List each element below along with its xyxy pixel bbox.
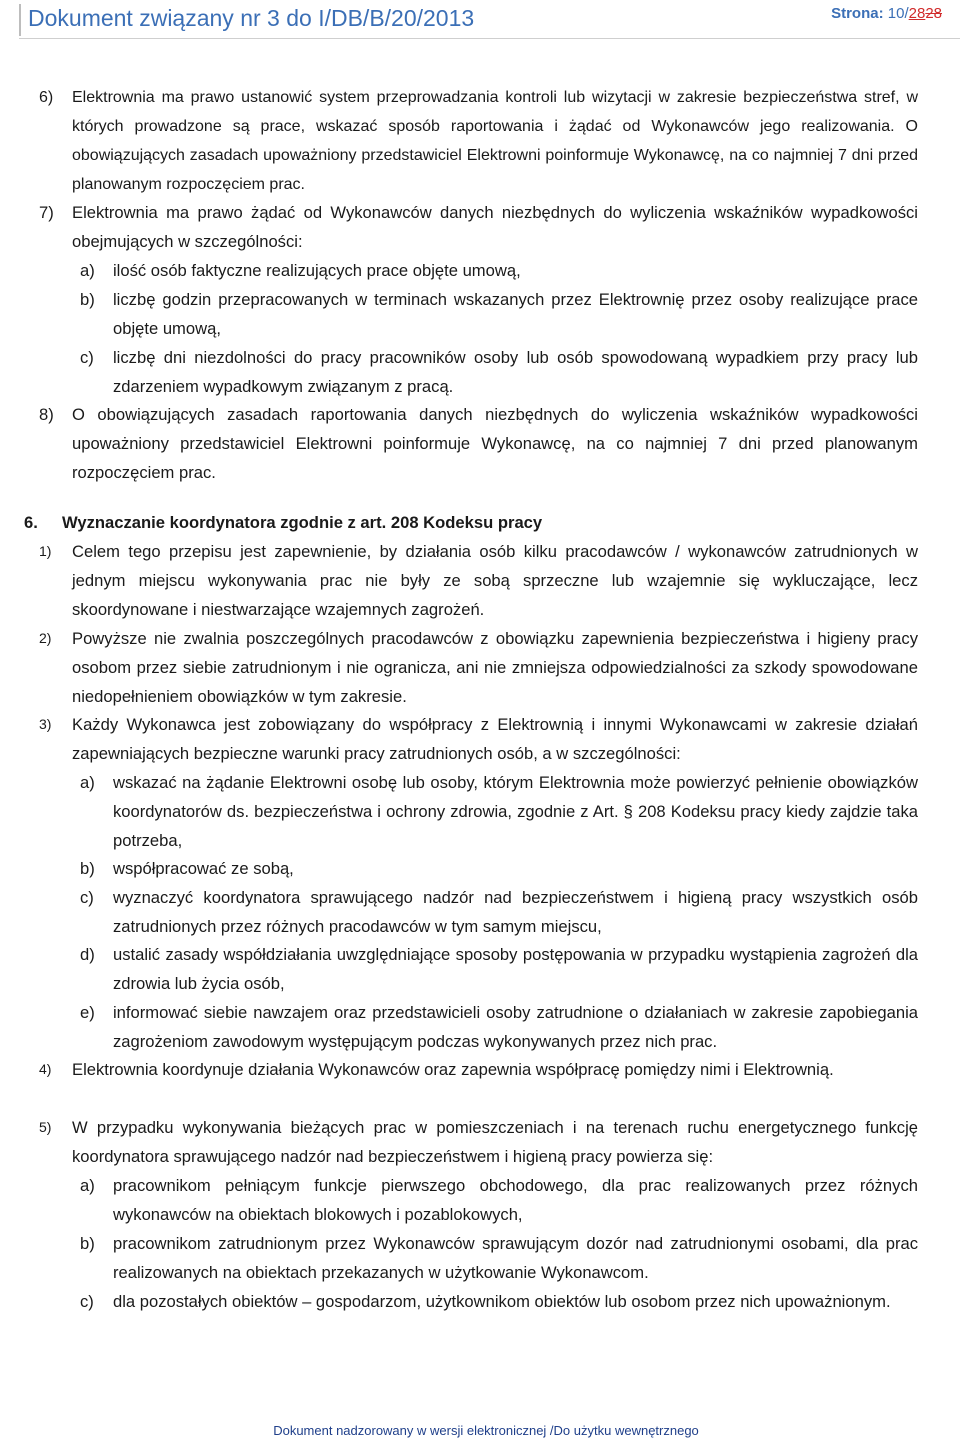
page-label: Strona: <box>831 5 884 22</box>
document-title: Dokument związany nr 3 do I/DB/B/20/2013 <box>28 5 475 31</box>
section-item-2 <box>39 624 918 711</box>
sub-item-text: współpracować ze sobą, <box>113 859 294 878</box>
sub-item-letter: c) <box>80 348 94 367</box>
section-title: Wyznaczanie koordynatora zgodnie z art. 208 Kodeksu pracy <box>62 513 543 532</box>
sub-item-7b <box>80 285 918 343</box>
list-item-text: Powyższe nie zwalnia poszczególnych pracodawców z obowiązku zapewnienia bezpieczeństwa i higieny pracy osobom przez siebie zatrudnionym i nie ogranicza, ani nie zmniejsza odpowiedzialności za szkody spowodowane niedopełnieniem obowiązków w tym zakresie. <box>72 629 918 706</box>
sub-item-text: pracownikom zatrudnionym przez Wykonawców sprawującym dozór nad zatrudnionymi osobami, dla prac realizowanych na obiektach przekazanych w użytkowanie Wykonawcom. <box>113 1234 918 1282</box>
sub-item-5c <box>80 1287 918 1316</box>
sub-item-letter: e) <box>80 1003 95 1022</box>
list-item-text: W przypadku wykonywania bieżących prac w pomieszczeniach i na terenach ruchu energetycznego funkcję koordynatora sprawującego nadzór nad bezpieczeństwem i higieną pracy powierza się: <box>72 1118 918 1166</box>
sub-item-letter: a) <box>80 261 95 280</box>
sub-item-3e <box>80 998 918 1056</box>
list-item-number: 2) <box>39 630 52 646</box>
list-item-text: Elektrownia koordynuje działania Wykonawców oraz zapewnia współpracę pomiędzy nimi i Elektrownią. <box>72 1060 834 1079</box>
page-header <box>0 0 960 40</box>
list-item-text: Elektrownia ma prawo żądać od Wykonawców danych niezbędnych do wyliczenia wskaźników wypadkowości obejmujących w szczególności: <box>72 203 918 251</box>
sub-item-text: informować siebie nawzajem oraz przedstawicieli osoby zatrudnione o działaniach w zakresie zapobiegania zagrożeniom zawodowym występującym podczas wykonywanych przez nich prac. <box>113 1003 918 1051</box>
sub-item-3c <box>80 883 918 941</box>
header-rule <box>19 38 960 39</box>
header-bar <box>19 4 21 36</box>
list-item-text: Każdy Wykonawca jest zobowiązany do współpracy z Elektrownią i innymi Wykonawcami w zakresie działań zapewniających bezpieczne warunki pracy zatrudnionych osób, a w szczególności: <box>72 715 918 763</box>
list-item-number: 7) <box>39 203 54 222</box>
section-item-5 <box>39 1113 918 1171</box>
footer-text: Dokument nadzorowany w wersji elektronicznej /Do użytku wewnętrznego <box>273 1423 699 1438</box>
list-item-7 <box>39 198 918 256</box>
sub-item-text: dla pozostałych obiektów – gospodarzom, użytkownikom obiektów lub osobom przez nich upoważnionym. <box>113 1292 891 1311</box>
section-item-3 <box>39 710 918 768</box>
sub-item-letter: c) <box>80 1292 94 1311</box>
sub-item-text: pracownikom pełniącym funkcje pierwszego obchodowego, dla prac realizowanych przez różnych wykonawców na obiektach blokowych i pozablokowych, <box>113 1176 918 1224</box>
list-item-number: 1) <box>39 543 52 559</box>
sub-item-text: wskazać na żądanie Elektrowni osobę lub osoby, którym Elektrownia może powierzyć pełnienie obowiązków koordynatorów ds. bezpieczeństwa i ochrony zdrowia, zgodnie z Art. § 208 Kodeksu pracy kiedy zajdzie taka potrzeba, <box>113 773 918 850</box>
list-item-text: Celem tego przepisu jest zapewnienie, by działania osób kilku pracodawców / wykonawców zatrudnionych w jednym miejscu wykonywania prac nie były ze sobą sprzeczne lub wzajemnie się wykluczające, lecz skoordynowane i niestwarzające wzajemnych zagrożeń. <box>72 542 918 619</box>
list-item-number: 3) <box>39 716 52 732</box>
page-total-old: 28 <box>925 5 942 22</box>
page-total-new: 28 <box>908 5 926 22</box>
sub-item-text: ilość osób faktyczne realizujących prace objęte umową, <box>113 261 521 280</box>
page-current: 10/ <box>887 5 909 22</box>
sub-item-5b <box>80 1229 918 1287</box>
list-item-6 <box>39 83 918 199</box>
sub-item-7c <box>80 343 918 401</box>
sub-item-7a <box>80 256 918 285</box>
sub-item-letter: b) <box>80 859 95 878</box>
sub-item-letter: a) <box>80 773 95 792</box>
page-number <box>831 5 942 22</box>
sub-item-letter: d) <box>80 945 95 964</box>
sub-item-3a <box>80 768 918 855</box>
sub-item-3d <box>80 940 918 998</box>
list-item-number: 6) <box>39 89 54 106</box>
sub-item-letter: a) <box>80 1176 95 1195</box>
list-item-text: O obowiązujących zasadach raportowania danych niezbędnych do wyliczenia wskaźników wypadkowości upoważniony przedstawiciel Elektrowni poinformuje Wykonawcę, na co najmniej 7 dni przed planowanym rozpoczęciem prac. <box>72 405 918 482</box>
section-heading <box>24 508 542 537</box>
page-footer <box>0 1423 960 1438</box>
sub-item-text: liczbę dni niezdolności do pracy pracowników osoby lub osób spowodowaną wypadkiem przy pracy lub zdarzeniem wypadkowym związanym z pracą. <box>113 348 918 396</box>
list-item-number: 8) <box>39 405 54 424</box>
section-item-1 <box>39 537 918 624</box>
list-item-8 <box>39 400 918 487</box>
sub-item-letter: c) <box>80 888 94 907</box>
section-item-4 <box>39 1055 918 1084</box>
list-item-number: 4) <box>39 1061 52 1077</box>
sub-item-letter: b) <box>80 290 95 309</box>
sub-item-text: wyznaczyć koordynatora sprawującego nadzór nad bezpieczeństwem i higieną pracy wszystkich osób zatrudnionych przez różnych pracodawców w tym samym miejscu, <box>113 888 918 936</box>
list-item-number: 5) <box>39 1119 52 1135</box>
sub-item-letter: b) <box>80 1234 95 1253</box>
sub-item-text: ustalić zasady współdziałania uwzględniające sposoby postępowania w przypadku wystąpienia zagrożeń dla zdrowia lub życia osób, <box>113 945 918 993</box>
sub-item-text: liczbę godzin przepracowanych w terminach wskazanych przez Elektrownię przez osoby realizujące prace objęte umową, <box>113 290 918 338</box>
sub-item-5a <box>80 1171 918 1229</box>
list-item-text: Elektrownia ma prawo ustanowić system przeprowadzania kontroli lub wizytacji w zakresie bezpieczeństwa stref, w których prowadzone są prace, wskazać sposób raportowania i żądać od Wykonawców jego realizowania. O obowiązujących zasadach upoważniony przedstawiciel Elektrowni poinformuje Wykonawcę, na co najmniej 7 dni przed planowanym rozpoczęciem prac. <box>72 89 918 193</box>
sub-item-3b <box>80 854 918 883</box>
section-number: 6. <box>24 513 38 532</box>
